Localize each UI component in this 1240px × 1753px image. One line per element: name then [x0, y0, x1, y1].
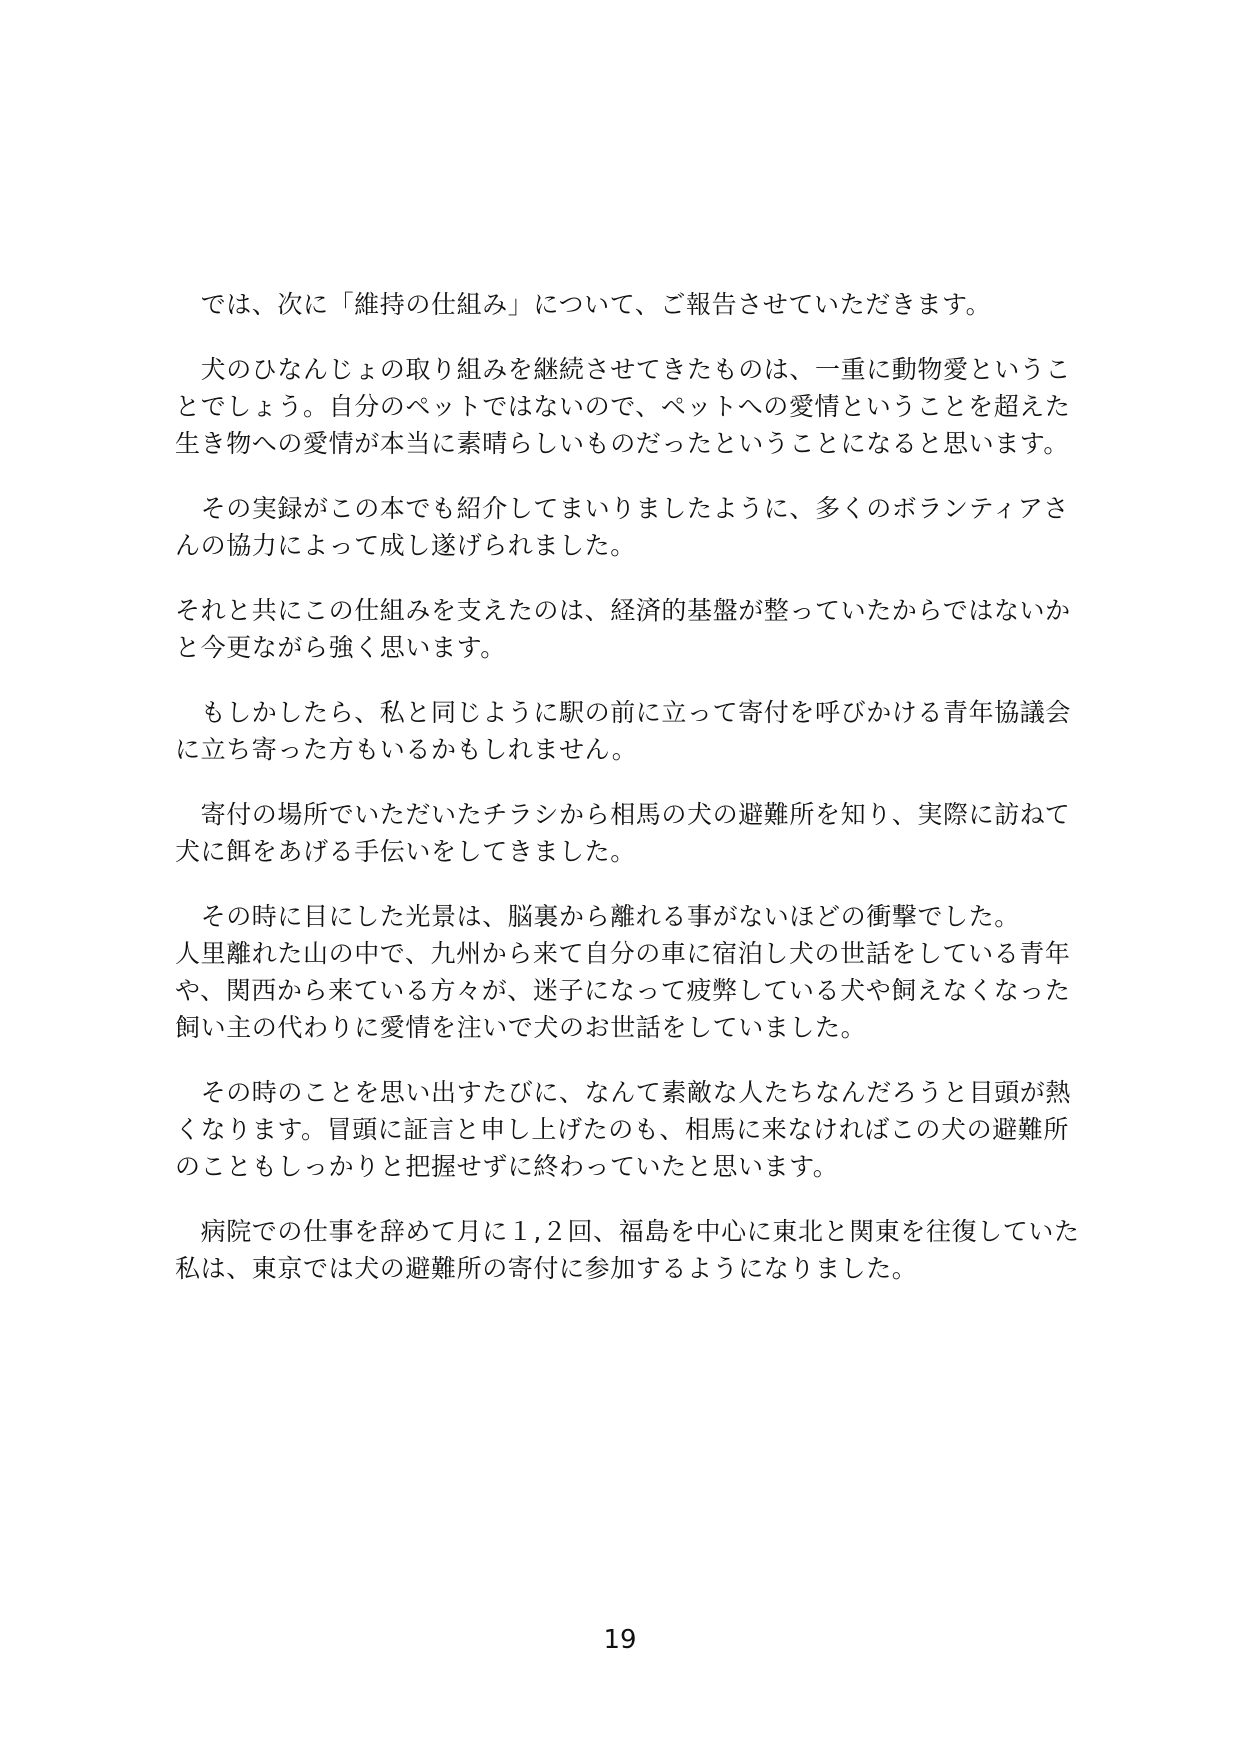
text-line: その実録がこの本でも紹介してまいりましたように、多くのボランティアさ [175, 494, 1070, 523]
text-line: 生き物への愛情が本当に素晴らしいものだったということになると思います。 [175, 429, 1070, 458]
paragraph-2 [175, 351, 1075, 462]
text-line: 飼い主の代わりに愛情を注いで犬のお世話をしていました。 [175, 1013, 867, 1042]
paragraph-4 [175, 592, 1075, 666]
text-line: 犬のひなんじょの取り組みを継続させてきたものは、一重に動物愛というこ [175, 355, 1072, 384]
text-line: その時に目にした光景は、脳裏から離れる事がないほどの衝撃でした。 [175, 902, 1020, 931]
text-line: その時のことを思い出すたびに、なんて素敵な人たちなんだろうと目頭が熱 [175, 1078, 1072, 1107]
text-line: に立ち寄った方もいるかもしれません。 [175, 735, 638, 764]
paragraph-3 [175, 490, 1075, 564]
paragraph-1 [175, 286, 1075, 323]
text-line: もしかしたら、私と同じように駅の前に立って寄付を呼びかける青年協議会 [175, 698, 1072, 727]
page-number: 19 [603, 1625, 637, 1655]
text-line: んの協力によって成し遂げられました。 [175, 531, 636, 560]
text-line: や、関西から来ている方々が、迷子になって疲弊している犬や飼えなくなった [175, 976, 1071, 1005]
text-line: それと共にこの仕組みを支えたのは、経済的基盤が整っていたからではないか [175, 596, 1071, 625]
text-line: のこともしっかりと把握せずに終わっていたと思います。 [175, 1152, 839, 1181]
text-line: 私は、東京では犬の避難所の寄付に参加するようになりました。 [175, 1254, 918, 1283]
text-line: とでしょう。自分のペットではないので、ペットへの愛情ということを超えた [175, 392, 1071, 421]
text-line: 犬に餌をあげる手伝いをしてきました。 [175, 837, 636, 866]
paragraph-8 [175, 1074, 1075, 1185]
text-line: 病院での仕事を辞めて月に１,２回、福島を中心に東北と関東を往復していた [175, 1217, 1080, 1246]
paragraph-6 [175, 796, 1075, 870]
text-line: 寄付の場所でいただいたチラシから相馬の犬の避難所を知り、実際に訪ねて [175, 800, 1071, 829]
paragraph-9 [175, 1213, 1080, 1287]
text-line: では、次に「維持の仕組み」について、ご報告させていただきます。 [175, 290, 992, 319]
text-line: と今更ながら強く思います。 [175, 633, 506, 662]
body-text [175, 286, 1080, 1315]
text-line: 人里離れた山の中で、九州から来て自分の車に宿泊し犬の世話をしている青年 [175, 939, 1071, 968]
text-line: くなります。冒頭に証言と申し上げたのも、相馬に来なければこの犬の避難所 [175, 1115, 1070, 1144]
paragraph-7 [175, 898, 1075, 1046]
paragraph-5 [175, 694, 1075, 768]
